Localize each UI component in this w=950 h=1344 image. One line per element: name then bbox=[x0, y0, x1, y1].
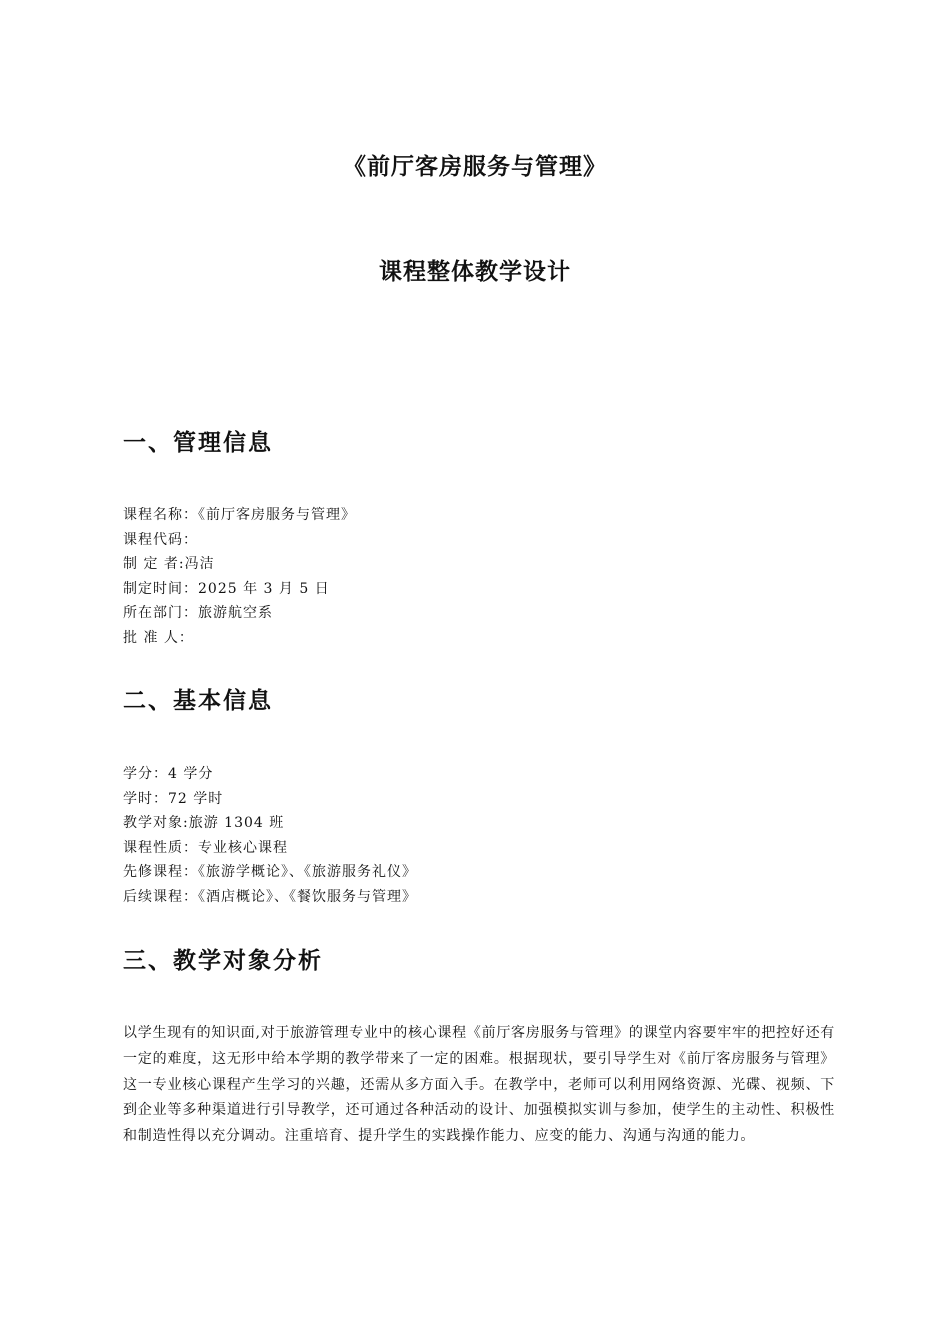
info-course-code: 课程代码： bbox=[123, 531, 198, 548]
info-hours: 学时：72 学时 bbox=[123, 790, 224, 807]
analysis-paragraph: 以学生现有的知识面,对于旅游管理专业中的核心课程《前厅客房服务与管理》的课堂内容要牢牢的把控好还有一定的难度，这无形中给本学期的教学带来了一定的困难。根据现状，要引导学生对《前厅客房服务与管理》这一专业核心课程产生学习的兴趣，还需从多方面入手。在教学中，老师可以利用网络资源、光碟、视频、下到企业等多种渠道进行引导教学，还可通过各种活动的设计、加强模拟实训与参加，使学生的主动性、积极性和制造性得以充分调动。注重培育、提升学生的实践操作能力、应变的能力、沟通与沟通的能力。 bbox=[123, 1025, 835, 1145]
document-title: 《前厅客房服务与管理》 bbox=[343, 154, 607, 180]
management-info-list bbox=[123, 503, 356, 651]
info-department: 所在部门：旅游航空系 bbox=[123, 605, 273, 622]
info-credits: 学分：4 学分 bbox=[123, 766, 214, 782]
section-heading-analysis: 三、教学对象分析 bbox=[123, 948, 323, 974]
info-course-name: 课程名称：《前厅客房服务与管理》 bbox=[123, 507, 356, 523]
basic-info-list bbox=[123, 762, 417, 910]
document-subtitle: 课程整体教学设计 bbox=[379, 259, 571, 285]
info-course-type: 课程性质：专业核心课程 bbox=[123, 839, 288, 856]
info-date: 制定时间：2025 年 3 月 5 日 bbox=[123, 580, 330, 597]
info-follow-up: 后续课程：《酒店概论》、《餐饮服务与管理》 bbox=[123, 888, 417, 905]
info-target-class: 教学对象:旅游 1304 班 bbox=[123, 815, 285, 832]
section-heading-basic: 二、基本信息 bbox=[123, 688, 273, 714]
info-prerequisites: 先修课程：《旅游学概论》、《旅游服务礼仪》 bbox=[123, 864, 417, 881]
info-approver: 批 准 人： bbox=[123, 629, 194, 646]
info-author: 制 定 者:冯洁 bbox=[123, 556, 215, 573]
section-heading-management: 一、管理信息 bbox=[123, 430, 273, 456]
